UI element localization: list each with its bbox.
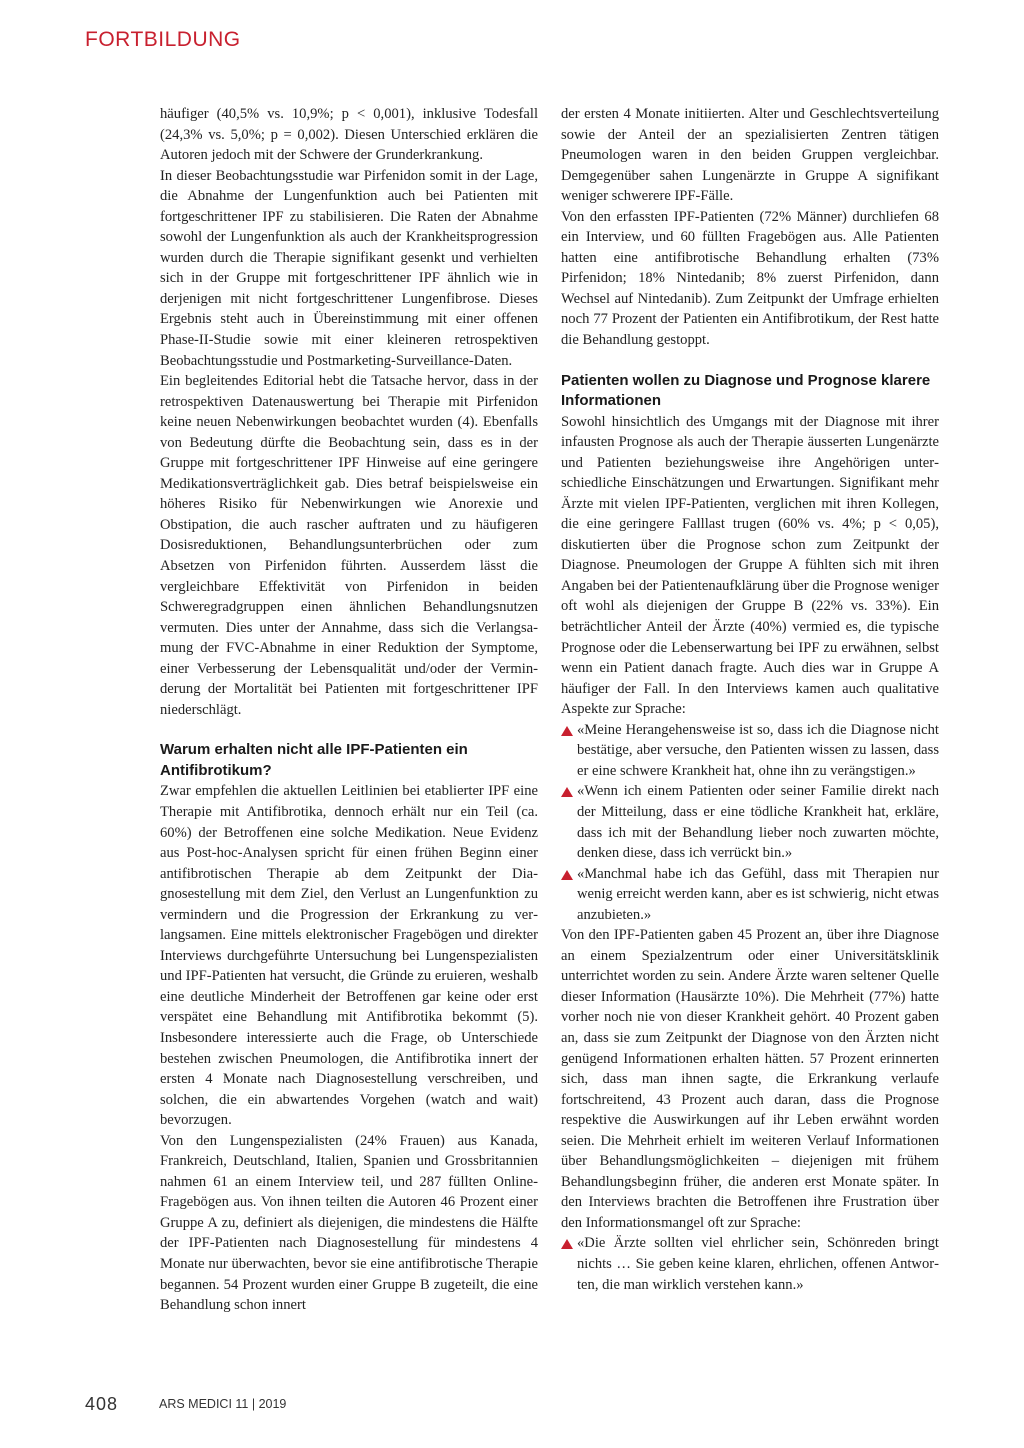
section-heading: Warum erhalten nicht alle IPF-Patienten ein Antifibrotikum? — [160, 741, 468, 779]
paragraph: Von den IPF-Patienten gaben 45 Prozent an, über ihre Diagnose an einem Spezialzentrum oder einer Universitätsklinik unterrichtet worden zu sein. Andere Ärzte waren seltener Quelle dieser Information (Hausärzte 10%). Die Mehrheit (77%) hatte vorher noch nie von dieser Krankheit gehört. 40 Prozent gaben an, dass sie zum Zeitpunkt der Diagnose von den Ärzten nicht genügend Informationen erhalten hätten. 57 Prozent erinnerten sich, dass man ihnen sagte, die Erkrankung verlaufe fortschreitend, 43 Prozent auch daran, dass die Prognose respektive die Auswirkungen auf ihr Leben erwähnt worden seien. Die Mehrheit erhielt im weiteren Verlauf Informationen über Behandlungsmöglichkeiten – diejenigen mit frühem Behandlungsbeginn früher, die anderen erst Monate später. In den Interviews brachten die Betroffenen ihre Frustration über den Informationsmangel oft zur Sprache: — [561, 927, 939, 1231]
triangle-bullet-icon — [561, 1239, 573, 1249]
triangle-bullet-icon — [561, 787, 573, 797]
quote-text: «Meine Herangehensweise ist so, dass ich die Diagnose nicht bestätige, aber versuche, den Patienten wissen zu lassen, dass er eine schwere Krankheit hat, ohne ihn zu verängstigen.» — [577, 721, 939, 779]
quote-item — [561, 720, 939, 782]
quote-text: «Die Ärzte sollten viel ehrlicher sein, Schönreden bringt nichts … Sie geben keine klaren, ehrlichen, offenen Antworten, die man wirklich verstehen kann.» — [577, 1235, 939, 1293]
quote-item — [561, 1233, 939, 1295]
paragraph: Von den Lungenspezialisten (24% Frauen) aus Kanada, Frankreich, Deutschland, Italien, Spanien und Grossbritannien nahmen 61 an einem Interview teil, und 287 füllten Online-Fragebögen aus. Von ihnen teilten die Autoren 46 Prozent einer Gruppe A zu, definiert als diejenigen, die mindestens die Hälfte der IPF-Patienten nach Diagnosestellung für mindestens 4 Monate nur überwachten, bevor sie eine antifibrotische Therapie begannen. 54 Prozent wurden einer Gruppe B zugeteilt, die eine Behandlung schon innert — [160, 1132, 538, 1314]
paragraph: In dieser Beobachtungsstudie war Pirfenidon somit in der Lage, die Abnahme der Lungenfunktion auch bei Patienten mit fortgeschrittener IPF zu stabilisieren. Die Raten der Abnahme sowohl der Lungenfunktion als auch der Krankheitsprogression wurden durch die Therapie signifikant gesenkt und verhielten sich in der Gruppe mit fortgeschrittener IPF ähnlich wie in derjenigen mit nicht fortgeschrittener Lungenfibrose. Dieses Ergebnis steht auch in Übereinstimmung mit einer offenen Phase-II-Studie sowie mit einer kleineren retrospektiven Beobachtungsstudie und Postmarketing-Surveillance-Daten. — [160, 167, 538, 369]
paragraph: Zwar empfehlen die aktuellen Leitlinien bei etablierter IPF eine Therapie mit Antifibrotika, dennoch erhält nur ein Teil (ca. 60%) der Betroffenen eine solche Medikation. Neue Evidenz aus Post-hoc-Analysen spricht für einen frühen Beginn einer antifibrotischen Therapie ab dem Zeitpunkt der Diagnosestellung mit dem Ziel, den Verlust an Lungenfunktion zu vermindern und die Progression der Erkrankung zu verlangsamen. Eine mittels elektronischer Fragebögen und direkter Interviews durchgeführte Untersuchung bei Lungenspezialisten und IPF-Patienten hat versucht, die Gründe zu eruieren, weshalb eine deutliche Minderheit der Betroffenen gar keine oder erst verspätet eine Behandlung mit Antifibrotika bekommt (5). Insbesondere interessierte auch die Frage, ob Unterschiede bestehen zwischen Pneumologen, die Antifibrotika innert der ersten 4 Monate nach Diagnosestellung verschreiben, und solchen, die ein abwartendes Vorgehen (watch and wait) bevorzugen. — [160, 783, 538, 1129]
triangle-bullet-icon — [561, 726, 573, 736]
page-number: 408 — [85, 1394, 119, 1414]
paragraph: häufiger (40,5% vs. 10,9%; p < 0,001), inklusive Todesfall (24,3% vs. 5,0%; p = 0,002). Diesen Unterschied erklären die Autoren jedoch mit der Schwere der Grunderkrankung. — [160, 106, 538, 164]
left-column — [160, 104, 538, 1316]
quote-item — [561, 864, 939, 926]
section-title: FORTBILDUNG — [85, 28, 241, 51]
paragraph: Von den erfassten IPF-Patienten (72% Männer) durchliefen 68 ein Interview, und 60 füllten Fragebögen aus. Alle Patienten hatten eine antifibrotische Behandlung erhalten (73% Pirfenidon; 18% Nintedanib; 8% zuerst Pirfenidon, dann Wechsel auf Nintedanib). Zum Zeitpunkt der Umfrage erhielten noch 77 Prozent der Patienten ein Antifibrotikum, der Rest hatte die Behandlung gestoppt. — [561, 208, 939, 349]
quote-text: «Wenn ich einem Patienten oder seiner Familie direkt nach der Mitteilung, dass er eine tödliche Krankheit hat, erkläre, dass ich mit der Behandlung lieber noch zuwarten möchte, denken diese, dass ich verrückt bin.» — [577, 783, 939, 862]
right-column — [561, 104, 939, 1295]
paragraph: Ein begleitendes Editorial hebt die Tatsache hervor, dass in der retrospektiven Datenauswertung bei Therapie mit Pirfenidon keine neuen Nebenwirkungen beobachtet wurden (4). Ebenfalls von Bedeutung dürfte die Beobachtung sein, dass es in der Gruppe mit fortgeschrittener IPF Hinweise auf eine geringere Medikationsverträglichkeit gab. Dies betraf beispielsweise ein höheres Risiko für Nebenwirkungen wie Anorexie und Obstipation, die auch rascher auftraten und zu häufigeren Dosisreduktionen, Behandlungsunterbrüchen oder zum Absetzen von Pirfenidon führten. Ausserdem lässt die vergleichbare Effektivität von Pirfenidon in beiden Schweregradgruppen einen ähnlichen Behandlungsnutzen vermuten. Dies unter der Annahme, dass sich die Verlangsamung der FVC-Abnahme in einer Reduktion der Symptome, einer Verbesserung der Lebensqualität und/oder der Verminderung der Mortalität bei Patienten mit fortgeschrittener IPF niederschlägt. — [160, 373, 538, 718]
paragraph: der ersten 4 Monate initiierten. Alter und Geschlechtsverteilung sowie der Anteil der an spezialisierten Zentren tätigen Pneumologen waren in den beiden Gruppen vergleichbar. Demgegenüber sahen Lungenärzte in Gruppe A signifikant weniger schwerere IPF-Fälle. — [561, 106, 939, 205]
triangle-bullet-icon — [561, 870, 573, 880]
paragraph: Sowohl hinsichtlich des Umgangs mit der Diagnose mit ihrer infausten Prognose als auch der Therapie äusserten Lungenärzte und Patienten beziehungsweise ihre Angehörigen unterschiedliche Einschätzungen und Erwartungen. Signifikant mehr Ärzte mit vielen IPF-Patienten, verglichen mit ihren Kollegen, die eine geringere Falllast trugen (60% vs. 4%; p < 0,05), diskutierten über die Prognose schon zum Zeitpunkt der Diagnose. Pneumologen der Gruppe A fühlten sich mit ihren Angaben bei der Patientenaufklärung über die Prognose weniger oft wohl als diejenigen der Gruppe B (22% vs. 33%). Ein beträchtlicher Anteil der Ärzte (40%) vermied es, die typische Prognose oder die Lebenserwartung bei IPF zu erwähnen, selbst wenn ein Patient danach fragte. Auch dies war in Gruppe A häufiger der Fall. In den Interviews kamen auch qualitative Aspekte zur Sprache: — [561, 413, 939, 718]
quote-item — [561, 781, 939, 863]
section-heading: Patienten wollen zu Diagnose und Prognose klarere Informationen — [561, 371, 931, 410]
magazine-issue: ARS MEDICI 11 | 2019 — [159, 1397, 287, 1411]
quote-text: «Manchmal habe ich das Gefühl, dass mit Therapien nur wenig erreicht werden kann, aber es ist schwierig, nicht etwas anzubieten.» — [577, 865, 939, 923]
